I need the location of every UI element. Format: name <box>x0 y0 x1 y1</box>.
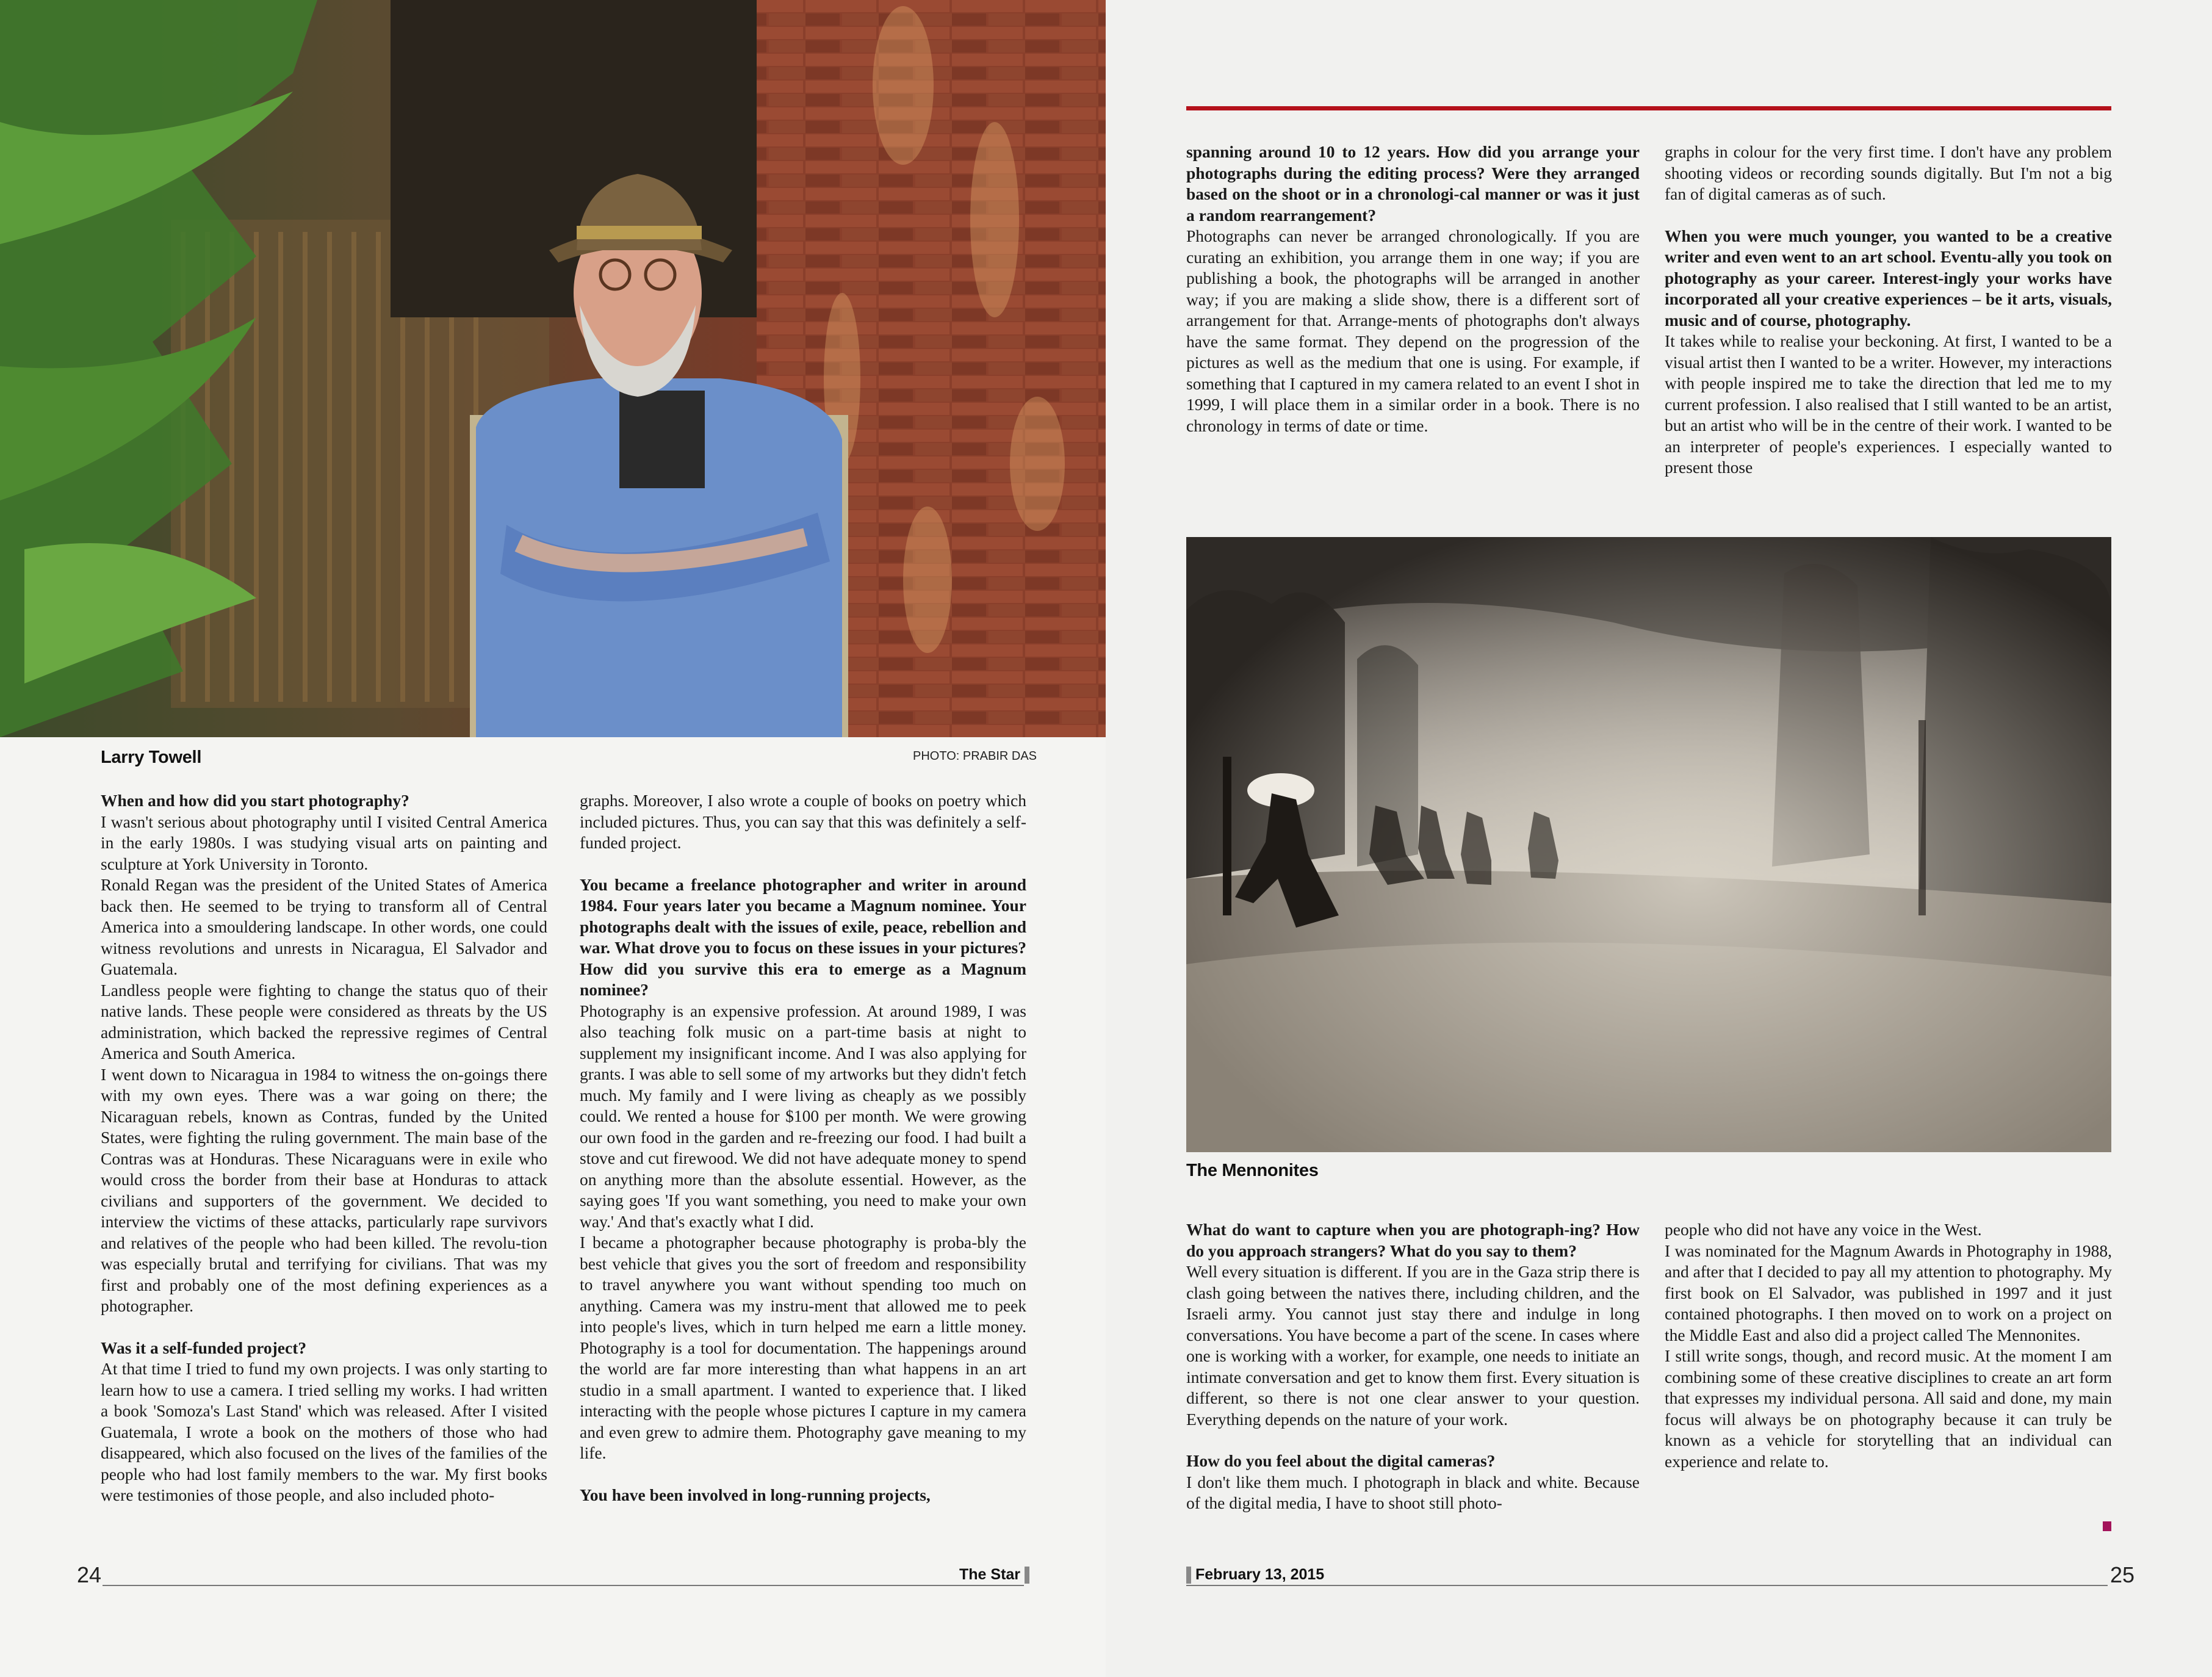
interview-answer: At that time I tried to fund my own projects. I was only starting to learn how to use a camera. I tried selling my works. I had written a book 'Somoza's Last Stand' which was released. After I visited Guatemala, I wrote a book on the mothers of those who had disappeared, which also focused on the lives of the families of the people who had lost family members to the war. My first books were testimonies of those people, and also included photo- <box>101 1359 547 1504</box>
interview-answer: It takes while to realise your beckoning. At first, I wanted to be a visual artist then I wanted to be a writer. However, my interactions with people inspired me to take the direction that led me to my current profession. I also realised that I still wanted to be an artist, but an artist who will be in the centre of their work. I wanted to be an interpreter of people's experiences. I especially wanted to present those <box>1665 331 2112 477</box>
interview-answer: I still write songs, though, and record music. At the moment I am combining some of these creative disciplines to create an art form that expresses my individual persona. All said and done, my main focus will always be on photography because it can truly be known as a vehicle for storytelling that an individual can experience and relate to. <box>1665 1346 2112 1471</box>
publication-name <box>959 1566 1029 1584</box>
interview-question: When you were much younger, you wanted to be a creative writer and even went to an art school. Eventu-ally you took on photography as your career. Interest-ingly your works have incorporated all your creative experiences – be it arts, visuals, music and of course, photography. <box>1665 226 2112 330</box>
interview-answer: Well every situation is different. If you are in the Gaza strip there is clash going between the natives there, including children, and the Israeli army. You cannot just stay there and indulge in long conversations. You have become a part of the scene. In cases where one is working with a worker, for example, one needs to initiate an intimate conversation and get to know them first. Every situation is different, so there is not one clear answer to your question. Everything depends on the nature of your work. <box>1186 1262 1640 1429</box>
interview-answer: Landless people were fighting to change the status quo of their native lands. These people were considered as threats by the US administration, which backed the repressive regimes of Central America and South America. <box>101 980 547 1062</box>
interview-answer: I don't like them much. I photograph in black and white. Because of the digital media, I have to shoot still photo- <box>1186 1472 1640 1512</box>
right-column-2-top <box>1665 142 2112 478</box>
right-page <box>1106 0 2212 1677</box>
interview-answer: graphs. Moreover, I also wrote a couple of books on poetry which included pictures. Thus, you can say that this was definitely a self-funded project. <box>580 791 1026 852</box>
interview-answer: Photography is an expensive profession. At around 1989, I was also teaching folk music on a part-time basis at night to supplement my insignificant income. And I was also applying for grants. I was able to sell some of my artworks but they didn't fetch much. My family and I were living as cheaply as we possibly could. We rented a house for $100 per month. We were growing our own food in the garden and re-freezing our food. I had built a stove and cut firewood. We did not have adequate money to spend on anything more than the absolute essential. However, as the saying goes 'If you want something, you need to make your own way.' And that's exactly what I did. <box>580 1001 1027 1231</box>
publication-name-text: The Star <box>959 1566 1021 1583</box>
mennonites-caption: The Mennonites <box>1186 1161 1319 1180</box>
interview-answer: I wasn't serious about photography until I visited Central America in the early 1980s. I was studying visual arts on painting and sculpture at York University in Toronto. <box>101 812 547 873</box>
interview-question: You became a freelance photographer and writer in around 1984. Four years later you became a Magnum nominee. Your photographs dealt with the issues of exile, peace, rebellion and war. What drove you to focus on these issues in your pictures? How did you survive this era to emerge as a Magnum nominee? <box>580 875 1026 999</box>
issue-date <box>1186 1566 1324 1584</box>
footer-rule-right <box>1186 1585 2108 1586</box>
interview-answer: I became a photographer because photography is proba-bly the best vehicle that gives you the sort of freedom and responsibility to travel anywhere you want without spending too much on anything. Camera was my instru-ment that allowed me to peek into people's lives, which in turn helped me earn a little money. Photography is a tool for documentation. The happenings around the world are far more interesting than what happens in an art studio in a small apartment. I wanted to experience that. I liked interacting with the people whose pictures I capture in my camera and even grew to admire them. Photography gave meaning to my life. <box>580 1233 1026 1462</box>
right-column-1-bottom <box>1186 1219 1640 1514</box>
interview-question: What do want to capture when you are photograph-ing? How do you approach strangers? What do you say to them? <box>1186 1220 1640 1260</box>
footer-bar-icon-right <box>1186 1567 1191 1584</box>
page-number-right: 25 <box>2110 1562 2135 1587</box>
interview-question: How do you feel about the digital cameras? <box>1186 1451 1496 1470</box>
mennonites-photo <box>1186 537 2111 1152</box>
interview-question: You have been involved in long-running projects, <box>580 1485 931 1504</box>
interview-answer: people who did not have any voice in the West. <box>1665 1220 1982 1239</box>
right-column-1-top <box>1186 142 1640 436</box>
footer-bar-icon <box>1025 1567 1029 1584</box>
interview-question: When and how did you start photography? <box>101 791 409 810</box>
interview-answer: Photographs can never be arranged chronologically. If you are curating an exhibition, you arrange them in one way; if you are publishing a book, the photographs will be arranged in another way; if you are making a slide show, there is a different sort of arrangement for that. Arrange-ments of photographs don't always have the same format. They depend on the progression of the pictures as well as the medium that one is using. For example, if something that I captured in my camera related to an event I shot in 1999, I will place them in a similar order in a book. There is no chronology in terms of date or time. <box>1186 226 1640 435</box>
interview-answer: I went down to Nicaragua in 1984 to witness the on-goings there with my own eyes. There was a war going on there; the Nicaraguan rebels, known as Contras, funded by the United States, were fighting the ruling government. The main base of the Contras was at Honduras. These Nicaraguans were in exile who would cross the border from their base at Honduras to attack civilians and supporters of the government. We decided to interview the victims of these attacks, particularly rape survivors and relatives of the people who had been killed. The revolu-tion was especially brutal and terrifying for civilians. That was my first and probably one of the most defining experiences as a photographer. <box>101 1064 547 1315</box>
issue-date-text: February 13, 2015 <box>1195 1566 1325 1583</box>
interview-answer: Ronald Regan was the president of the United States of America back then. He seemed to be trying to transform all of Central America into a smouldering landscape. In other words, one could witness revolutions and unrests in Nicaragua, El Salvador and Guatemala. <box>101 875 547 978</box>
top-accent-rule <box>1186 106 2111 110</box>
portrait-photo-image <box>0 0 1106 737</box>
mennonites-photo-image <box>1186 537 2111 1152</box>
page-number-left: 24 <box>77 1562 102 1587</box>
portrait-photo <box>0 0 1106 737</box>
interview-question: Was it a self-funded project? <box>101 1338 307 1357</box>
interview-answer: I was nominated for the Magnum Awards in Photography in 1988, and after that I decided to pay all my attention to photography. My first book on El Salvador, was published in 1997 and it just contained photographs. I then moved on to work on a project on the Middle East and also did a project called The Mennonites. <box>1665 1241 2112 1344</box>
left-column-1 <box>101 790 547 1506</box>
footer-rule-left <box>103 1585 1024 1586</box>
photo-credit: PHOTO: PRABIR DAS <box>913 749 1037 763</box>
interview-question: spanning around 10 to 12 years. How did you arrange your photographs during the editing process? Were they arranged based on the shoot or in a chronologi-cal manner or was it just a random rearrangement? <box>1186 142 1640 225</box>
left-column-2 <box>580 790 1026 1506</box>
portrait-caption: Larry Towell <box>101 748 202 767</box>
right-column-2-bottom <box>1665 1219 2112 1472</box>
end-mark-icon <box>2103 1521 2111 1531</box>
interview-answer: graphs in colour for the very first time. I don't have any problem shooting videos or recording sounds digitally. But I'm not a big fan of digital cameras as of such. <box>1665 142 2112 203</box>
